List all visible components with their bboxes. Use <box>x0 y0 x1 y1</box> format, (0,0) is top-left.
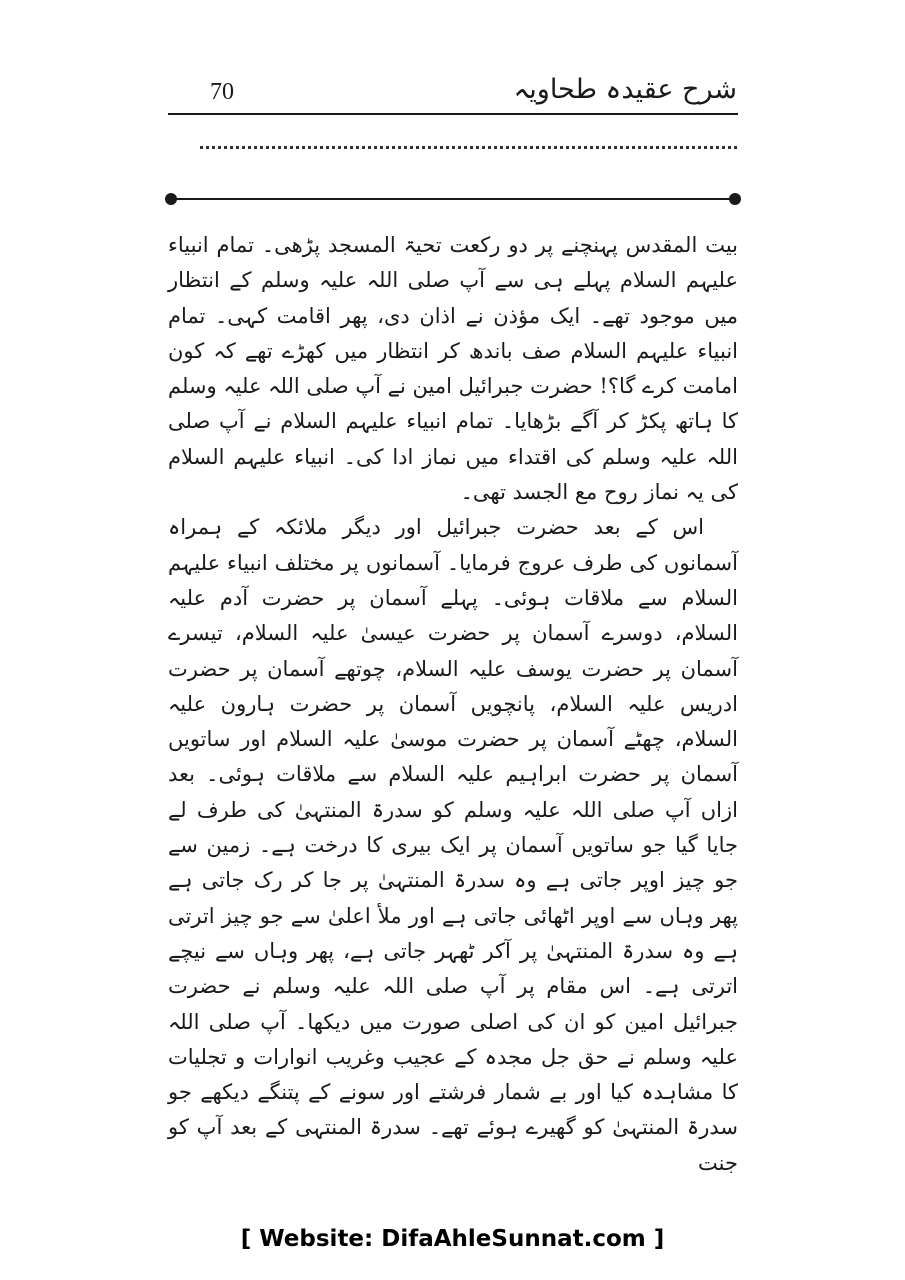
page-number: 70 <box>210 79 234 105</box>
ornamental-divider <box>165 193 741 205</box>
divider-dot-right <box>729 193 741 205</box>
paragraph-2: اس کے بعد حضرت جبرائیل اور دیگر ملائکہ کے ہمراہ آسمانوں کی طرف عروج فرمایا۔ آسمانوں پر مختلف انبیاء علیہم السلام سے ملاقات ہوئی۔ پہلے آسمان پر حضرت آدم علیہ السلام، دوسرے آسمان پر حضرت عیسیٰ علیہ السلام، تیسرے آسمان پر حضرت یوسف علیہ السلام، چوتھے آسمان پر حضرت ادریس علیہ السلام، پانچویں آسمان پر حضرت ہارون علیہ السلام، چھٹے آسمان پر حضرت موسیٰ علیہ السلام اور ساتویں آسمان پر حضرت ابراہیم علیہ السلام سے ملاقات ہوئی۔ بعد ازاں آپ صلی اللہ علیہ وسلم کو سدرۃ المنتہیٰ کی طرف لے جایا گیا جو ساتویں آسمان پر ایک بیری کا درخت ہے۔ زمین سے جو چیز اوپر جاتی ہے وہ سدرۃ المنتہیٰ پر جا کر رک جاتی ہے پھر وہاں سے اوپر اٹھائی جاتی ہے اور ملأ اعلیٰ سے جو چیز اترتی ہے وہ سدرۃ المنتہیٰ پر آکر ٹھہر جاتی ہے، پھر وہاں سے نیچے اترتی ہے۔ اس مقام پر آپ صلی اللہ علیہ وسلم نے حضرت جبرائیل امین کو ان کی اصلی صورت میں دیکھا۔ آپ صلی اللہ علیہ وسلم نے حق جل مجدہ کے عجیب وغریب انوارات و تجلیات کا مشاہدہ کیا اور بے شمار فرشتے اور سونے کے پتنگے دیکھے جو سدرۃ المنتہیٰ کو گھیرے ہوئے تھے۔ سدرۃ المنتہی کے بعد آپ کو جنت <box>168 515 738 1175</box>
divider-line <box>171 198 735 200</box>
website-footer: [ Website: DifaAhleSunnat.com ] <box>240 1226 665 1252</box>
body-text <box>168 228 738 1181</box>
book-title: شرح عقیدہ طحاویہ <box>513 74 737 105</box>
divider-dot-left <box>165 193 177 205</box>
dotted-separator <box>200 146 737 149</box>
header-rule <box>168 113 738 115</box>
paragraph-1: بیت المقدس پہنچنے پر دو رکعت تحیۃ المسجد پڑھی۔ تمام انبیاء علیہم السلام پہلے ہی سے آپ صلی اللہ علیہ وسلم کے انتظار میں موجود تھے۔ ایک مؤذن نے اذان دی، پھر اقامت کہی۔ تمام انبیاء علیہم السلام صف باندھ کر انتظار میں کھڑے تھے کہ کون امامت کرے گا؟! حضرت جبرائیل امین نے آپ صلی اللہ علیہ وسلم کا ہاتھ پکڑ کر آگے بڑھایا۔ تمام انبیاء علیہم السلام نے آپ صلی اللہ علیہ وسلم کی اقتداء میں نماز ادا کی۔ انبیاء علیہم السلام کی یہ نماز روح مع الجسد تھی۔ <box>168 233 738 505</box>
